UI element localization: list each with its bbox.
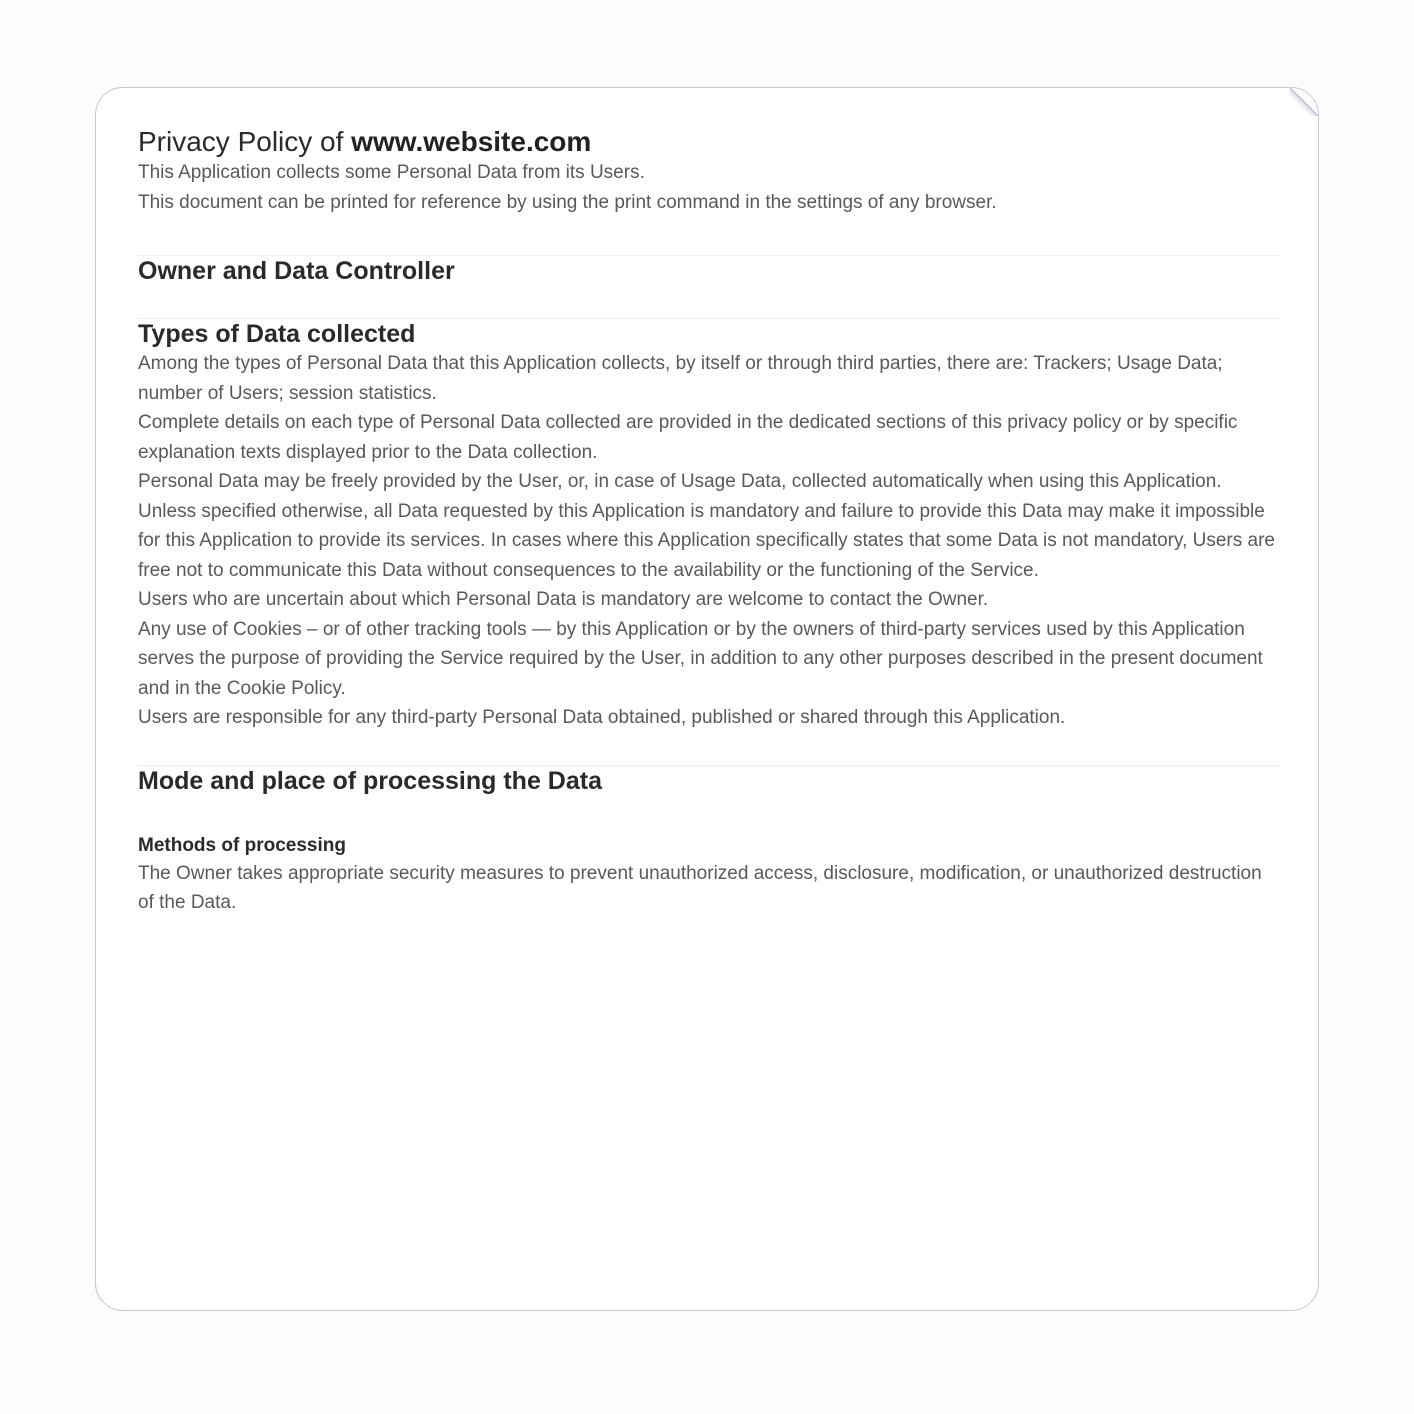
heading-mode: Mode and place of processing the Data [138,766,602,795]
heading-methods: Methods of processing [138,834,346,856]
types-detail-2: Personal Data may be freely provided by the User, or, in case of Usage Data, collected automatically when using this Application. [138,471,1222,492]
methods-text: The Owner takes appropriate security measures to prevent unauthorized access, disclosure, modification, or unauthorized destruction of the Data. [138,862,1262,913]
types-detail-1: Complete details on each type of Personal Data collected are provided in the dedicated sections of this privacy policy or by specific explanation texts displayed prior to the Data collection. [138,412,1238,463]
heading-types: Types of Data collected [138,320,416,348]
title-prefix: Privacy Policy of [138,126,352,157]
policy-card [95,87,1319,1311]
page-title [138,126,1280,158]
types-responsibility: Users are responsible for any third-party Personal Data obtained, published or shared through this Application. [138,707,1066,728]
print-note: This document can be printed for reference by using the print command in the settings of any browser. [138,191,997,213]
types-detail-3: Unless specified otherwise, all Data requested by this Application is mandatory and failure to provide this Data may make it impossible for this Application to provide its services. In cases where this Application specifically states that some Data is not mandatory, Users are free not to communicate this Data without consequences to the availability or the functioning of the Service. [138,500,1276,581]
types-detail-5: Any use of Cookies – or of other tracking tools — by this Application or by the owners of third-party services used by this Application serves the purpose of providing the Service required by the User, in addition to any other purposes described in the present document and in the Cookie Policy. [138,618,1263,699]
title-site: www.website.com [351,126,592,157]
policy-content [138,126,1280,918]
types-detail-4: Users who are uncertain about which Personal Data is mandatory are welcome to contact the Owner. [138,589,989,610]
heading-owner: Owner and Data Controller [138,257,455,285]
types-details [138,408,1280,703]
page-subtitle: This Application collects some Personal Data from its Users. [138,162,645,183]
page-curl-corner [1290,88,1318,116]
types-intro: Among the types of Personal Data that this Application collects, by itself or through third parties, there are: Trackers; Usage Data; number of Users; session statistics. [138,353,1223,404]
